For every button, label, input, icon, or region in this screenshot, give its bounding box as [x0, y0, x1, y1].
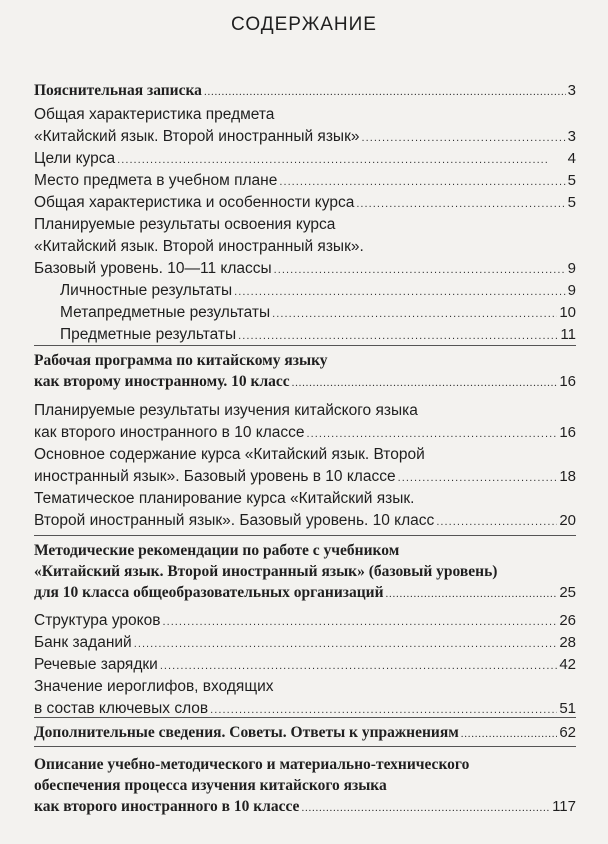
toc-entry-text: «Китайский язык. Второй иностранный язык» (базовый уровень)	[34, 563, 498, 580]
dot-leader	[204, 80, 566, 103]
dot-leader	[162, 610, 557, 633]
toc-entry-line	[34, 236, 576, 258]
page-number: 62	[559, 724, 576, 741]
toc-entry-last-line	[34, 510, 576, 533]
toc-entry[interactable]	[34, 610, 576, 633]
page-number: 9	[567, 282, 576, 299]
toc-entry-text: Второй иностранный язык». Базовый уровень. 10 класс	[34, 512, 435, 529]
toc-entry[interactable]	[34, 148, 576, 171]
toc-entry[interactable]	[34, 170, 576, 193]
toc-entry-text: Базовый уровень. 10—11 классы	[34, 260, 272, 277]
toc-entry-last-line	[34, 80, 576, 103]
toc-entry-line	[34, 676, 576, 698]
toc-entry[interactable]	[34, 214, 576, 281]
toc-entry-line	[34, 540, 576, 561]
page-title: СОДЕРЖАНИЕ	[231, 14, 377, 35]
toc-entry-text: Основное содержание курса «Китайский язык. Второй	[34, 446, 425, 463]
toc-entry[interactable]	[34, 722, 576, 745]
page-number: 20	[559, 512, 576, 529]
dot-leader	[361, 126, 565, 149]
toc-entry[interactable]	[60, 324, 576, 347]
toc-entry-last-line	[34, 371, 576, 394]
toc-entry-text: Методические рекомендации по работе с учебником	[34, 542, 400, 559]
page-number: 5	[567, 194, 576, 211]
toc-entry-line	[34, 400, 576, 422]
toc-entry-last-line	[34, 126, 576, 149]
toc-entry-text: иностранный язык». Базовый уровень в 10 классе	[34, 468, 396, 485]
toc-entry-last-line	[34, 654, 576, 677]
toc-entry[interactable]	[34, 540, 576, 605]
page-number: 42	[559, 656, 576, 673]
toc-entry[interactable]	[34, 192, 576, 215]
dot-leader	[234, 280, 565, 303]
toc-entry-text: Пояснительная записка	[34, 82, 202, 99]
toc-entry[interactable]	[34, 350, 576, 394]
dot-leader	[272, 302, 557, 325]
toc-entry-line	[34, 350, 576, 371]
dot-leader	[356, 192, 565, 215]
toc-entry-last-line	[34, 610, 576, 633]
toc-entry-last-line	[34, 170, 576, 193]
dot-leader	[160, 654, 558, 677]
dot-leader	[292, 371, 558, 394]
toc-entry-text: Планируемые результаты изучения китайского языка	[34, 402, 418, 419]
toc-entry-last-line	[34, 582, 576, 605]
page-number: 4	[567, 150, 576, 167]
toc-entry-line	[34, 104, 576, 126]
toc-entry-text: Общая характеристика предмета	[34, 106, 275, 123]
toc-entry-last-line	[34, 192, 576, 215]
dot-leader	[279, 170, 565, 193]
page-number: 3	[567, 82, 576, 99]
toc-entry[interactable]	[34, 632, 576, 655]
toc-entry-text: для 10 класса общеобразовательных организаций	[34, 584, 384, 601]
toc-entry-text: Структура уроков	[34, 612, 161, 629]
dot-leader	[386, 582, 558, 605]
toc-entry[interactable]	[34, 676, 576, 721]
toc-entry-line	[34, 561, 576, 582]
toc-entry-last-line	[34, 466, 576, 489]
toc-entry-text: обеспечения процесса изучения китайского языка	[34, 777, 387, 794]
section-divider	[34, 717, 576, 718]
dot-leader	[436, 510, 557, 533]
toc-entry-text: Метапредметные результаты	[60, 304, 271, 321]
toc-entry-text: Предметные результаты	[60, 326, 237, 343]
toc-entry-text: Цели курса	[34, 150, 116, 167]
toc-entry-last-line	[34, 422, 576, 445]
page-number: 18	[559, 468, 576, 485]
toc-entry-line	[34, 488, 576, 510]
toc-entry[interactable]	[34, 444, 576, 489]
dot-leader	[117, 148, 566, 171]
page-number: 25	[559, 584, 576, 601]
dot-leader	[134, 632, 558, 655]
toc-entry-text: как второго иностранного в 10 классе	[34, 798, 300, 815]
toc-entry-last-line	[34, 722, 576, 745]
toc-entry-text: «Китайский язык. Второй иностранный язык»	[34, 128, 360, 145]
page-number: 117	[552, 798, 576, 815]
dot-leader	[398, 466, 558, 489]
section-divider	[34, 746, 576, 747]
toc-entry[interactable]	[34, 80, 576, 103]
page-number: 16	[559, 373, 576, 390]
section-divider	[34, 345, 576, 346]
page-number: 26	[559, 612, 576, 629]
toc-entry-text: Место предмета в учебном плане	[34, 172, 278, 189]
toc-entry-text: Общая характеристика и особенности курса	[34, 194, 355, 211]
toc-entry-text: в состав ключевых слов	[34, 700, 209, 717]
page-number: 16	[559, 424, 576, 441]
toc-entry-line	[34, 444, 576, 466]
dot-leader	[307, 422, 558, 445]
toc-entry[interactable]	[60, 280, 576, 303]
toc-entry[interactable]	[34, 400, 576, 445]
toc-entry-text: Планируемые результаты освоения курса	[34, 216, 336, 233]
dot-leader	[301, 796, 550, 819]
page-number: 28	[559, 634, 576, 651]
toc-entry-line	[34, 214, 576, 236]
page-number: 51	[559, 700, 576, 717]
toc-entry-last-line	[60, 324, 576, 347]
toc-entry[interactable]	[34, 754, 576, 819]
dot-leader	[238, 324, 558, 347]
toc-entry-text: Описание учебно-методического и материально-технического	[34, 756, 470, 773]
dot-leader	[274, 258, 566, 281]
toc-entry-text: Банк заданий	[34, 634, 132, 651]
toc-entry-text: «Китайский язык. Второй иностранный язык».	[34, 238, 364, 255]
toc-entry-last-line	[34, 632, 576, 655]
toc-entry-text: Речевые зарядки	[34, 656, 158, 673]
toc-entry-line	[34, 754, 576, 775]
toc-entry[interactable]	[34, 654, 576, 677]
toc-entry-text: Дополнительные сведения. Советы. Ответы к упражнениям	[34, 724, 459, 741]
section-divider	[34, 535, 576, 536]
dot-leader	[461, 722, 558, 745]
toc-entry-text: Личностные результаты	[60, 282, 233, 299]
toc-entry-last-line	[60, 280, 576, 303]
toc-entry[interactable]	[60, 302, 576, 325]
toc-entry-text: как второго иностранного в 10 классе	[34, 424, 305, 441]
toc-entry-last-line	[34, 258, 576, 281]
toc-entry[interactable]	[34, 104, 576, 149]
page-number: 3	[567, 128, 576, 145]
toc-entry-last-line	[60, 302, 576, 325]
toc-entry[interactable]	[34, 488, 576, 533]
toc-entry-text: Рабочая программа по китайскому языку	[34, 352, 328, 369]
page-number: 10	[559, 304, 576, 321]
page-number: 11	[560, 326, 576, 343]
toc-entry-text: как второму иностранному. 10 класс	[34, 373, 290, 390]
toc-entry-last-line	[34, 796, 576, 819]
toc-entry-text: Тематическое планирование курса «Китайский язык.	[34, 490, 415, 507]
page-number: 5	[567, 172, 576, 189]
toc-entry-last-line	[34, 148, 576, 171]
toc-entry-text: Значение иероглифов, входящих	[34, 678, 274, 695]
toc-entry-line	[34, 775, 576, 796]
page-number: 9	[567, 260, 576, 277]
